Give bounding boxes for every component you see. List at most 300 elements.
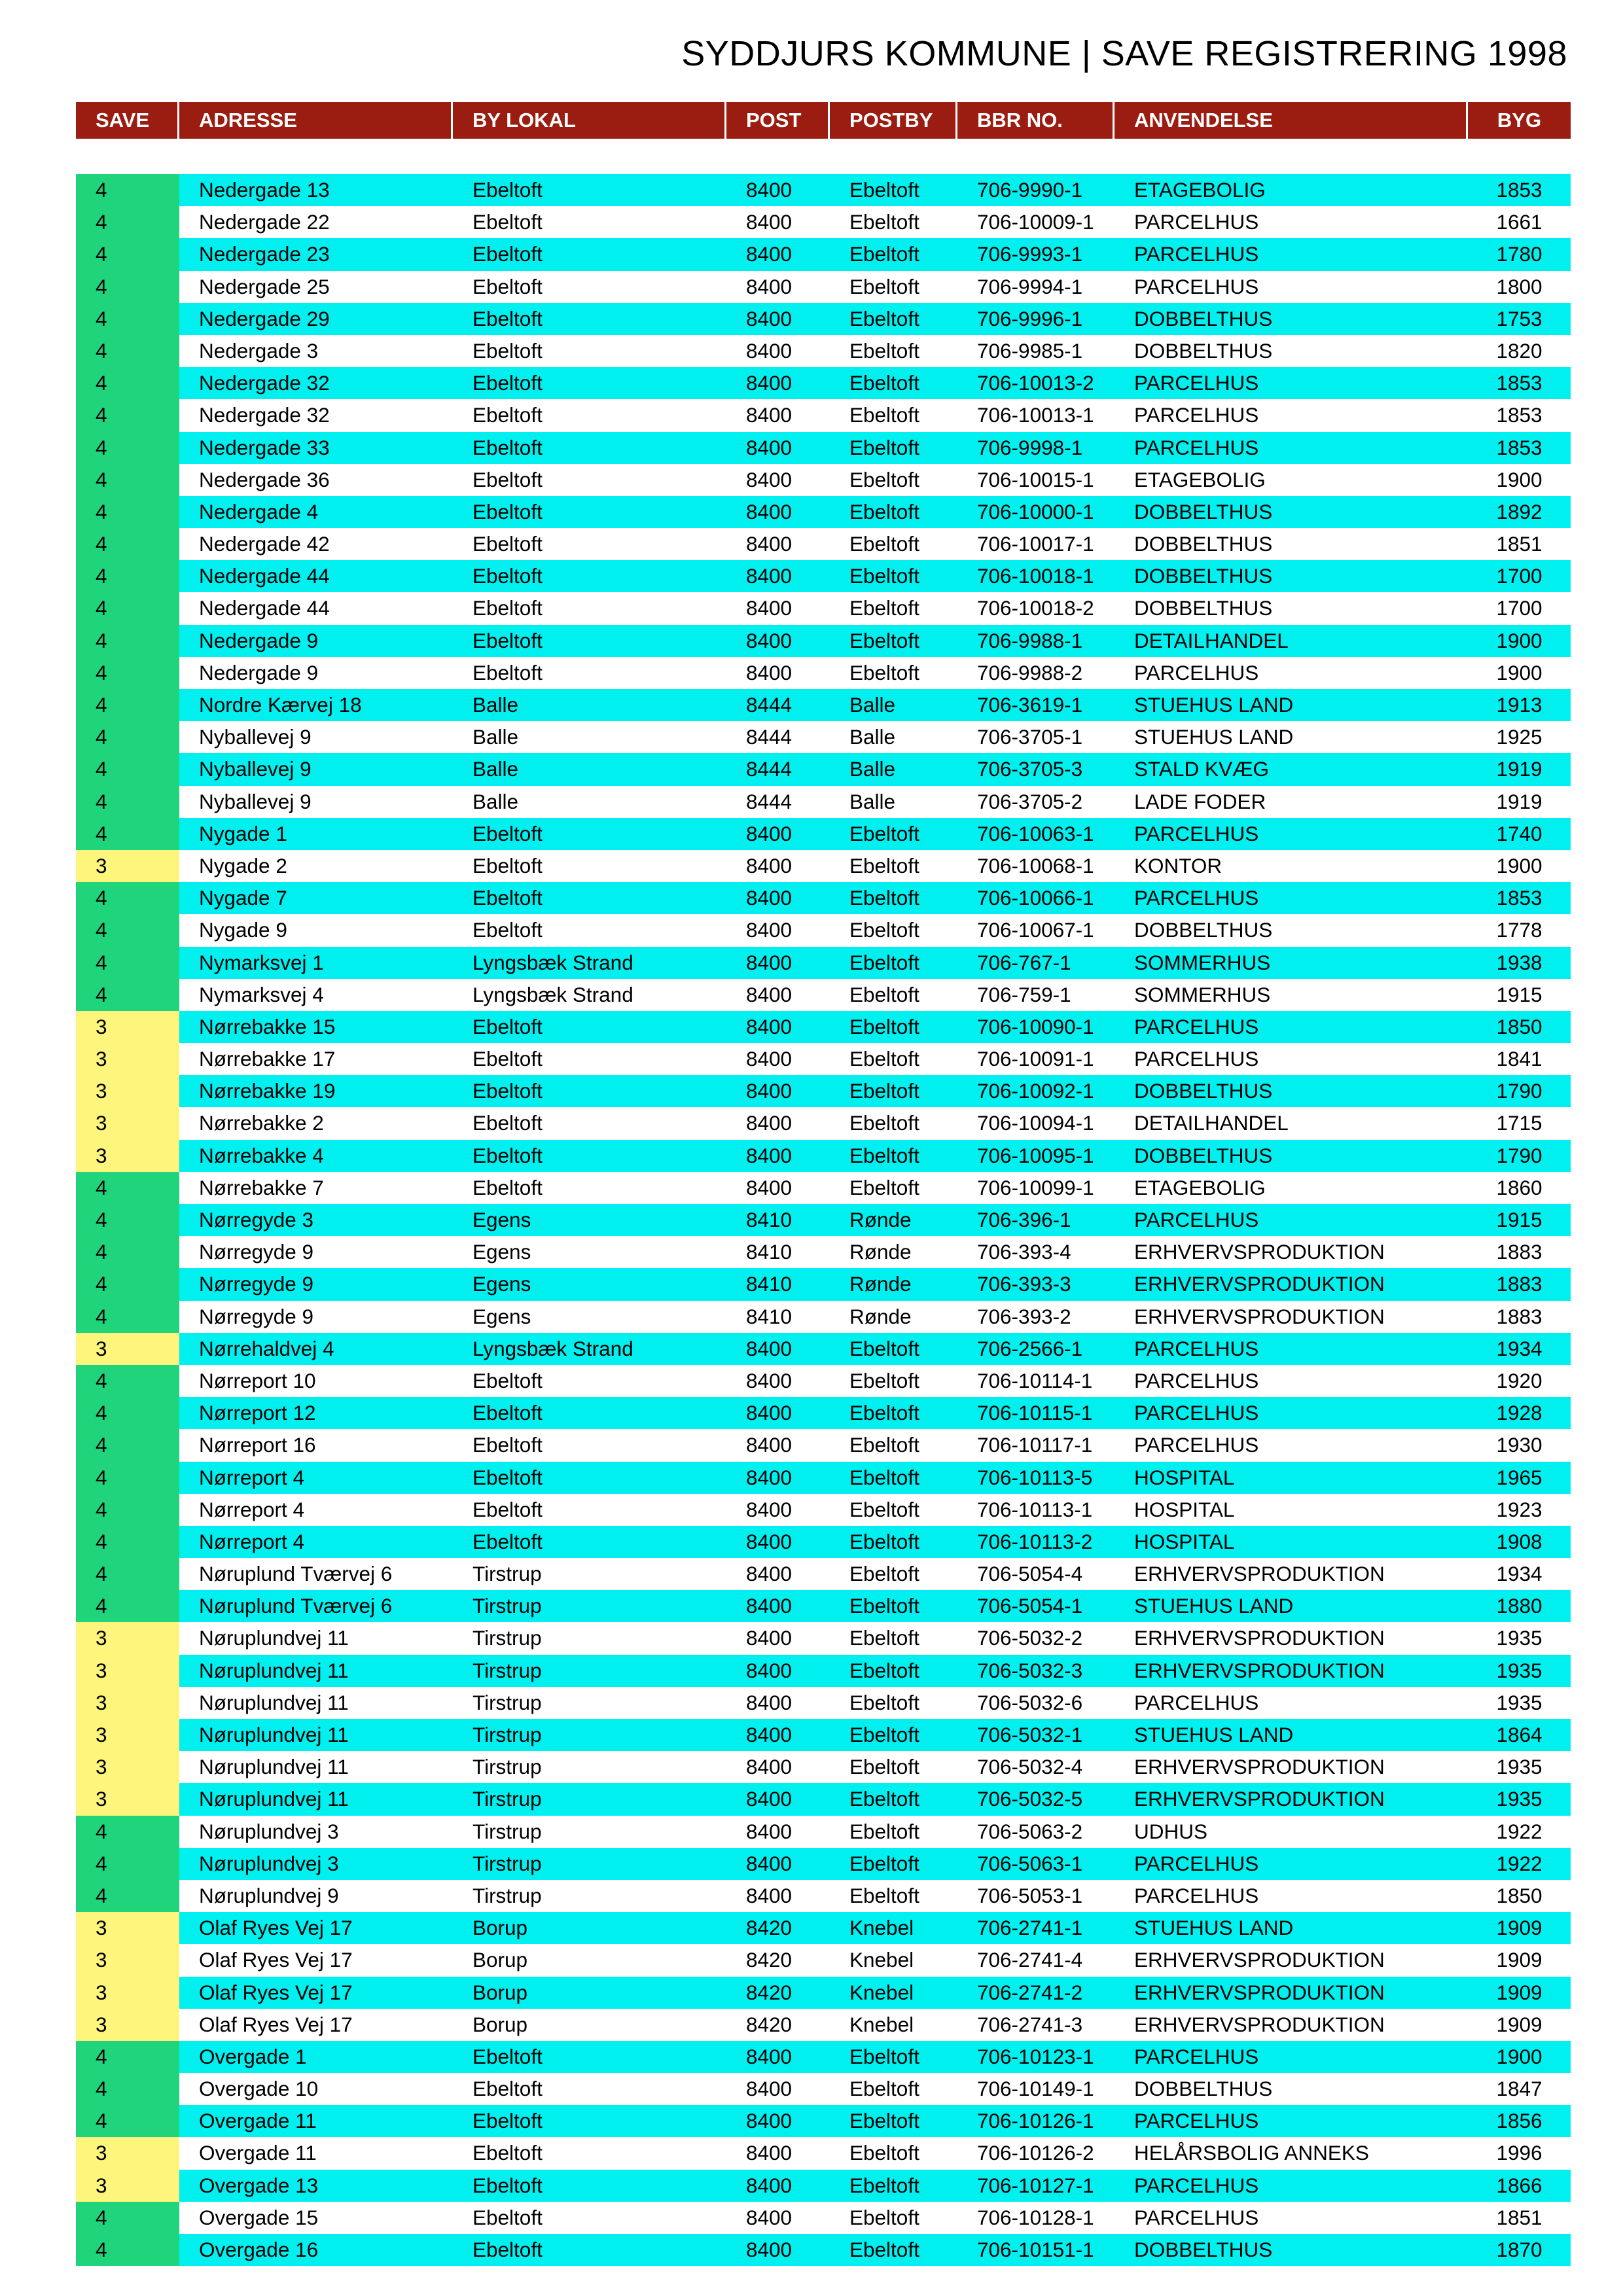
post-cell: 8400 [746, 918, 793, 942]
postby-cell: Ebeltoft [849, 1497, 919, 1521]
bbr-no-cell: 706-10094-1 [977, 1111, 1094, 1135]
bbr-no-cell: 706-10113-1 [977, 1497, 1093, 1521]
adresse-cell: Nordre Kærvej 18 [179, 689, 453, 721]
post-cell: 8420 [726, 1912, 830, 1944]
save-cell: 4 [76, 1558, 179, 1590]
anvendelse-cell: PARCELHUS [1134, 403, 1259, 427]
postby-cell: Ebeltoft [849, 2141, 919, 2165]
adresse-cell: Overgade 10 [199, 2077, 319, 2101]
post-cell: 8400 [726, 1783, 830, 1815]
by-lokal-cell: Balle [453, 689, 726, 721]
postby-cell: Rønde [849, 1240, 912, 1264]
byg-cell: 1851 [1496, 2205, 1543, 2229]
save-cell: 4 [76, 367, 179, 399]
postby-cell: Ebeltoft [849, 1368, 919, 1392]
save-cell: 4 [76, 592, 179, 624]
adresse-cell: Nedergade 25 [199, 274, 330, 298]
byg-cell: 1923 [1496, 1497, 1543, 1521]
bbr-no-cell: 706-5063-2 [977, 1819, 1083, 1843]
by-lokal-cell: Egens [473, 1240, 531, 1264]
by-lokal-cell: Ebeltoft [473, 1433, 543, 1457]
save-cell: 4 [76, 238, 179, 270]
postby-cell: Ebeltoft [830, 1526, 957, 1558]
save-cell: 4 [76, 947, 179, 979]
table-row [76, 1944, 1571, 1976]
byg-cell: 1853 [1496, 403, 1543, 427]
post-cell: 8400 [726, 496, 830, 528]
postby-cell: Ebeltoft [830, 1333, 957, 1365]
adresse-cell: Nedergade 42 [199, 532, 330, 556]
save-cell: 4 [76, 1301, 179, 1333]
adresse-cell: Nørreport 12 [179, 1397, 453, 1429]
byg-cell: 1920 [1496, 1368, 1543, 1392]
postby-cell: Ebeltoft [830, 238, 957, 270]
adresse-cell: Nedergade 3 [199, 338, 319, 362]
anvendelse-cell: KONTOR [1134, 853, 1222, 877]
byg-cell: 1909 [1496, 1948, 1543, 1972]
by-lokal-cell: Ebeltoft [453, 367, 726, 399]
table-row [76, 2009, 1571, 2041]
by-lokal-cell: Ebeltoft [453, 1462, 726, 1494]
post-cell: 8400 [746, 1626, 793, 1650]
post-cell: 8400 [746, 1368, 793, 1392]
by-lokal-cell: Ebeltoft [473, 1047, 543, 1071]
table-row [76, 850, 1571, 882]
table-row [76, 625, 1571, 657]
anvendelse-cell: UDHUS [1134, 1819, 1208, 1843]
post-cell: 8444 [726, 753, 830, 785]
by-lokal-cell: Ebeltoft [453, 2105, 726, 2137]
postby-cell: Ebeltoft [830, 1462, 957, 1494]
save-cell: 4 [76, 753, 179, 785]
byg-cell: 1915 [1468, 1204, 1571, 1236]
adresse-cell: Olaf Ryes Vej 17 [179, 1912, 453, 1944]
post-cell: 8400 [746, 982, 793, 1006]
postby-cell: Ebeltoft [849, 1047, 919, 1071]
by-lokal-cell: Tirstrup [473, 1626, 542, 1650]
postby-cell: Ebeltoft [849, 1433, 919, 1457]
anvendelse-cell: PARCELHUS [1115, 1011, 1468, 1043]
bbr-no-cell: 706-5032-5 [957, 1783, 1115, 1815]
byg-cell: 1841 [1496, 1047, 1543, 1071]
adresse-cell: Olaf Ryes Vej 17 [179, 1977, 453, 2009]
post-cell: 8400 [746, 1433, 793, 1457]
post-cell: 8410 [726, 1204, 830, 1236]
table-row [76, 1494, 1571, 1526]
save-cell: 3 [76, 2170, 179, 2202]
anvendelse-cell: ERHVERVSPRODUKTION [1115, 1655, 1468, 1687]
post-cell: 8400 [726, 238, 830, 270]
anvendelse-cell: STUEHUS LAND [1115, 1912, 1468, 1944]
bbr-no-cell: 706-3705-2 [977, 789, 1083, 813]
save-cell: 4 [76, 786, 179, 818]
by-lokal-cell: Ebeltoft [473, 274, 543, 298]
save-cell: 3 [76, 1783, 179, 1815]
byg-cell: 1661 [1496, 210, 1543, 234]
bbr-no-cell: 706-5054-4 [977, 1562, 1083, 1586]
table-row [76, 367, 1571, 399]
by-lokal-cell: Tirstrup [473, 1562, 542, 1586]
bbr-no-cell: 706-5053-1 [977, 1883, 1083, 1907]
post-cell: 8400 [726, 625, 830, 657]
save-cell: 3 [76, 1719, 179, 1751]
table-row [76, 1526, 1571, 1558]
bbr-no-cell: 706-9988-2 [977, 660, 1083, 684]
column-header-post: POST [726, 102, 830, 139]
save-cell: 3 [76, 1687, 179, 1719]
bbr-no-cell: 706-5063-1 [957, 1848, 1115, 1880]
bbr-no-cell: 706-2741-1 [957, 1912, 1115, 1944]
adresse-cell: Nedergade 23 [179, 238, 453, 270]
bbr-no-cell: 706-767-1 [957, 947, 1115, 979]
adresse-cell: Olaf Ryes Vej 17 [199, 2012, 353, 2036]
byg-cell: 1928 [1468, 1397, 1571, 1429]
byg-cell: 1922 [1496, 1819, 1543, 1843]
anvendelse-cell: DOBBELTHUS [1115, 2234, 1468, 2266]
bbr-no-cell: 706-10013-1 [977, 403, 1094, 427]
anvendelse-cell: ERHVERVSPRODUKTION [1134, 1562, 1385, 1586]
by-lokal-cell: Lyngsbæk Strand [453, 947, 726, 979]
postby-cell: Knebel [849, 2012, 914, 2036]
byg-cell: 1919 [1496, 789, 1543, 813]
anvendelse-cell: ERHVERVSPRODUKTION [1134, 1304, 1385, 1328]
byg-cell: 1883 [1496, 1304, 1543, 1328]
table-row [76, 1172, 1571, 1204]
save-cell: 4 [76, 1494, 179, 1526]
byg-cell: 1740 [1468, 818, 1571, 850]
postby-cell: Ebeltoft [830, 367, 957, 399]
save-cell: 4 [76, 1236, 179, 1268]
by-lokal-cell: Egens [453, 1268, 726, 1300]
save-cell: 3 [76, 1043, 179, 1075]
byg-cell: 1880 [1468, 1590, 1571, 1622]
save-cell: 4 [76, 1429, 179, 1461]
save-cell: 4 [76, 1462, 179, 1494]
adresse-cell: Nørreport 16 [199, 1433, 316, 1457]
postby-cell: Rønde [830, 1268, 957, 1300]
adresse-cell: Nørregyde 3 [179, 1204, 453, 1236]
bbr-no-cell: 706-2741-4 [977, 1948, 1083, 1972]
by-lokal-cell: Balle [453, 753, 726, 785]
anvendelse-cell: STUEHUS LAND [1115, 1719, 1468, 1751]
byg-cell: 1851 [1496, 532, 1543, 556]
save-cell: 4 [76, 1590, 179, 1622]
save-cell: 4 [76, 206, 179, 238]
save-cell: 4 [76, 2073, 179, 2105]
anvendelse-cell: ERHVERVSPRODUKTION [1134, 1626, 1385, 1650]
byg-cell: 1883 [1496, 1240, 1543, 1264]
adresse-cell: Nyballevej 9 [179, 753, 453, 785]
adresse-cell: Nymarksvej 1 [179, 947, 453, 979]
byg-cell: 1922 [1468, 1848, 1571, 1880]
save-cell: 3 [76, 1107, 179, 1139]
postby-cell: Rønde [849, 1304, 912, 1328]
column-header-save: SAVE [76, 102, 179, 139]
byg-cell: 1930 [1496, 1433, 1543, 1457]
postby-cell: Ebeltoft [849, 274, 919, 298]
post-cell: 8410 [746, 1304, 793, 1328]
bbr-no-cell: 706-396-1 [957, 1204, 1115, 1236]
post-cell: 8400 [746, 1047, 793, 1071]
postby-cell: Ebeltoft [849, 982, 919, 1006]
post-cell: 8400 [726, 1655, 830, 1687]
postby-cell: Rønde [830, 1204, 957, 1236]
adresse-cell: Nørrebakke 15 [179, 1011, 453, 1043]
bbr-no-cell: 706-10092-1 [957, 1075, 1115, 1107]
anvendelse-cell: DOBBELTHUS [1134, 2077, 1273, 2101]
adresse-cell: Nørreport 4 [179, 1526, 453, 1558]
adresse-cell: Nygade 1 [179, 818, 453, 850]
postby-cell: Knebel [830, 1912, 957, 1944]
adresse-cell: Nørrebakke 7 [199, 1175, 324, 1199]
save-cell: 4 [76, 1172, 179, 1204]
post-cell: 8400 [746, 1690, 793, 1714]
byg-cell: 1790 [1468, 1140, 1571, 1172]
post-cell: 8400 [726, 1333, 830, 1365]
table-row [76, 464, 1571, 496]
table-row [76, 1043, 1571, 1075]
postby-cell: Ebeltoft [849, 1175, 919, 1199]
bbr-no-cell: 706-10013-2 [957, 367, 1115, 399]
by-lokal-cell: Ebeltoft [453, 625, 726, 657]
by-lokal-cell: Ebeltoft [473, 2141, 543, 2165]
anvendelse-cell: PARCELHUS [1115, 818, 1468, 850]
postby-cell: Ebeltoft [830, 1848, 957, 1880]
bbr-no-cell: 706-10015-1 [977, 467, 1094, 491]
post-cell: 8400 [746, 2205, 793, 2229]
table-row [76, 1751, 1571, 1783]
by-lokal-cell: Tirstrup [453, 1848, 726, 1880]
table-row [76, 1977, 1571, 2009]
adresse-cell: Nymarksvej 4 [199, 982, 324, 1006]
postby-cell: Ebeltoft [849, 467, 919, 491]
table-row [76, 2234, 1571, 2266]
byg-cell: 1935 [1468, 1783, 1571, 1815]
by-lokal-cell: Ebeltoft [453, 1526, 726, 1558]
post-cell: 8400 [726, 1526, 830, 1558]
post-cell: 8400 [746, 1819, 793, 1843]
table-row [76, 1719, 1571, 1751]
bbr-no-cell: 706-10063-1 [957, 818, 1115, 850]
post-cell: 8400 [746, 1497, 793, 1521]
postby-cell: Balle [849, 725, 896, 749]
adresse-cell: Nedergade 9 [199, 660, 319, 684]
post-cell: 8400 [726, 1848, 830, 1880]
postby-cell: Ebeltoft [849, 1755, 919, 1779]
bbr-no-cell: 706-5032-6 [977, 1690, 1083, 1714]
post-cell: 8400 [726, 174, 830, 206]
save-cell: 3 [76, 2137, 179, 2169]
postby-cell: Ebeltoft [849, 1111, 919, 1135]
adresse-cell: Nørrebakke 4 [179, 1140, 453, 1172]
adresse-cell: Nøruplundvej 11 [199, 1690, 349, 1714]
save-cell: 4 [76, 2234, 179, 2266]
postby-cell: Balle [849, 789, 896, 813]
anvendelse-cell: DETAILHANDEL [1134, 1111, 1289, 1135]
by-lokal-cell: Tirstrup [473, 1755, 542, 1779]
save-cell: 4 [76, 496, 179, 528]
table-row [76, 399, 1571, 431]
table-row [76, 1236, 1571, 1268]
bbr-no-cell: 706-10149-1 [977, 2077, 1094, 2101]
post-cell: 8410 [746, 1240, 793, 1264]
anvendelse-cell: PARCELHUS [1134, 2205, 1259, 2229]
table-header [76, 102, 1571, 139]
anvendelse-cell: SOMMERHUS [1134, 982, 1271, 1006]
save-cell: 4 [76, 271, 179, 303]
anvendelse-cell: ETAGEBOLIG [1134, 1175, 1266, 1199]
by-lokal-cell: Borup [473, 1948, 528, 1972]
by-lokal-cell: Ebeltoft [473, 467, 543, 491]
anvendelse-cell: ERHVERVSPRODUKTION [1115, 1268, 1468, 1300]
bbr-no-cell: 706-10117-1 [977, 1433, 1093, 1457]
table-row [76, 1397, 1571, 1429]
post-cell: 8400 [726, 1011, 830, 1043]
by-lokal-cell: Ebeltoft [473, 1497, 543, 1521]
by-lokal-cell: Ebeltoft [453, 238, 726, 270]
post-cell: 8400 [726, 1140, 830, 1172]
anvendelse-cell: PARCELHUS [1134, 274, 1259, 298]
anvendelse-cell: HOSPITAL [1115, 1462, 1468, 1494]
bbr-no-cell: 706-10099-1 [977, 1175, 1094, 1199]
anvendelse-cell: DOBBELTHUS [1115, 496, 1468, 528]
by-lokal-cell: Tirstrup [473, 1819, 542, 1843]
by-lokal-cell: Lyngsbæk Strand [473, 982, 633, 1006]
byg-cell: 1856 [1468, 2105, 1571, 2137]
postby-cell: Ebeltoft [830, 174, 957, 206]
adresse-cell: Nygade 2 [199, 853, 287, 877]
bbr-no-cell: 706-9994-1 [977, 274, 1083, 298]
table-row [76, 1268, 1571, 1300]
by-lokal-cell: Ebeltoft [453, 818, 726, 850]
table-row [76, 174, 1571, 206]
anvendelse-cell: DETAILHANDEL [1115, 625, 1468, 657]
by-lokal-cell: Tirstrup [453, 1719, 726, 1751]
postby-cell: Ebeltoft [849, 403, 919, 427]
by-lokal-cell: Ebeltoft [473, 210, 543, 234]
by-lokal-cell: Borup [453, 1912, 726, 1944]
save-cell: 4 [76, 721, 179, 753]
adresse-cell: Nørreport 4 [199, 1497, 305, 1521]
adresse-cell: Nyballevej 9 [199, 789, 312, 813]
post-cell: 8410 [726, 1268, 830, 1300]
anvendelse-cell: ERHVERVSPRODUKTION [1115, 1783, 1468, 1815]
save-cell: 3 [76, 1944, 179, 1976]
table-row [76, 432, 1571, 464]
postby-cell: Ebeltoft [849, 1626, 919, 1650]
table-row [76, 1590, 1571, 1622]
table-row [76, 1880, 1571, 1912]
post-cell: 8400 [726, 2041, 830, 2073]
anvendelse-cell: PARCELHUS [1134, 1368, 1259, 1392]
byg-cell: 1847 [1496, 2077, 1543, 2101]
anvendelse-cell: SOMMERHUS [1115, 947, 1468, 979]
anvendelse-cell: DOBBELTHUS [1134, 596, 1273, 620]
postby-cell: Ebeltoft [849, 1883, 919, 1907]
anvendelse-cell: STUEHUS LAND [1115, 1590, 1468, 1622]
anvendelse-cell: STUEHUS LAND [1115, 689, 1468, 721]
postby-cell: Knebel [849, 1948, 914, 1972]
by-lokal-cell: Ebeltoft [453, 2041, 726, 2073]
save-cell: 3 [76, 2009, 179, 2041]
adresse-cell: Nyballevej 9 [199, 725, 312, 749]
post-cell: 8444 [726, 689, 830, 721]
by-lokal-cell: Ebeltoft [453, 1397, 726, 1429]
table-row [76, 2041, 1571, 2073]
bbr-no-cell: 706-393-2 [977, 1304, 1071, 1328]
byg-cell: 1935 [1496, 1755, 1543, 1779]
anvendelse-cell: PARCELHUS [1134, 1433, 1259, 1457]
by-lokal-cell: Ebeltoft [453, 432, 726, 464]
anvendelse-cell: ERHVERVSPRODUKTION [1134, 2012, 1385, 2036]
bbr-no-cell: 706-9990-1 [957, 174, 1115, 206]
table-row [76, 2137, 1571, 2169]
bbr-no-cell: 706-5032-1 [957, 1719, 1115, 1751]
by-lokal-cell: Tirstrup [453, 1655, 726, 1687]
bbr-no-cell: 706-5054-1 [957, 1590, 1115, 1622]
post-cell: 8400 [726, 560, 830, 592]
table-row [76, 1687, 1571, 1719]
anvendelse-cell: ETAGEBOLIG [1115, 174, 1468, 206]
table-row [76, 335, 1571, 367]
table-row [76, 1107, 1571, 1139]
adresse-cell: Nedergade 29 [179, 303, 453, 335]
bbr-no-cell: 706-10113-2 [957, 1526, 1115, 1558]
postby-cell: Ebeltoft [830, 1655, 957, 1687]
anvendelse-cell: DOBBELTHUS [1115, 303, 1468, 335]
bbr-no-cell: 706-10151-1 [957, 2234, 1115, 2266]
save-cell: 4 [76, 1397, 179, 1429]
adresse-cell: Nygade 7 [179, 882, 453, 914]
byg-cell: 1753 [1468, 303, 1571, 335]
anvendelse-cell: HOSPITAL [1134, 1497, 1235, 1521]
anvendelse-cell: PARCELHUS [1134, 1047, 1259, 1071]
byg-cell: 1900 [1496, 467, 1543, 491]
bbr-no-cell: 706-2741-3 [977, 2012, 1083, 2036]
bbr-no-cell: 706-5032-3 [957, 1655, 1115, 1687]
table-row [76, 206, 1571, 238]
anvendelse-cell: ERHVERVSPRODUKTION [1134, 1948, 1385, 1972]
table-row [76, 1912, 1571, 1944]
anvendelse-cell: HOSPITAL [1115, 1526, 1468, 1558]
adresse-cell: Nedergade 13 [179, 174, 453, 206]
anvendelse-cell: PARCELHUS [1134, 660, 1259, 684]
post-cell: 8400 [746, 660, 793, 684]
save-cell: 4 [76, 914, 179, 946]
bbr-no-cell: 706-5032-2 [977, 1626, 1083, 1650]
postby-cell: Ebeltoft [849, 918, 919, 942]
table-row [76, 496, 1571, 528]
table-row [76, 2105, 1571, 2137]
adresse-cell: Nørreport 4 [179, 1462, 453, 1494]
by-lokal-cell: Ebeltoft [473, 1175, 543, 1199]
byg-cell: 1866 [1468, 2170, 1571, 2202]
adresse-cell: Nedergade 32 [199, 403, 330, 427]
adresse-cell: Overgade 13 [179, 2170, 453, 2202]
table-row [76, 271, 1571, 303]
post-cell: 8400 [746, 210, 793, 234]
anvendelse-cell: ERHVERVSPRODUKTION [1134, 1755, 1385, 1779]
postby-cell: Ebeltoft [830, 2041, 957, 2073]
adresse-cell: Overgade 1 [179, 2041, 453, 2073]
postby-cell: Ebeltoft [849, 1562, 919, 1586]
by-lokal-cell: Ebeltoft [473, 660, 543, 684]
bbr-no-cell: 706-10113-5 [957, 1462, 1115, 1494]
by-lokal-cell: Tirstrup [453, 1590, 726, 1622]
table-row [76, 947, 1571, 979]
bbr-no-cell: 706-9998-1 [957, 432, 1115, 464]
table-body [76, 174, 1571, 2266]
